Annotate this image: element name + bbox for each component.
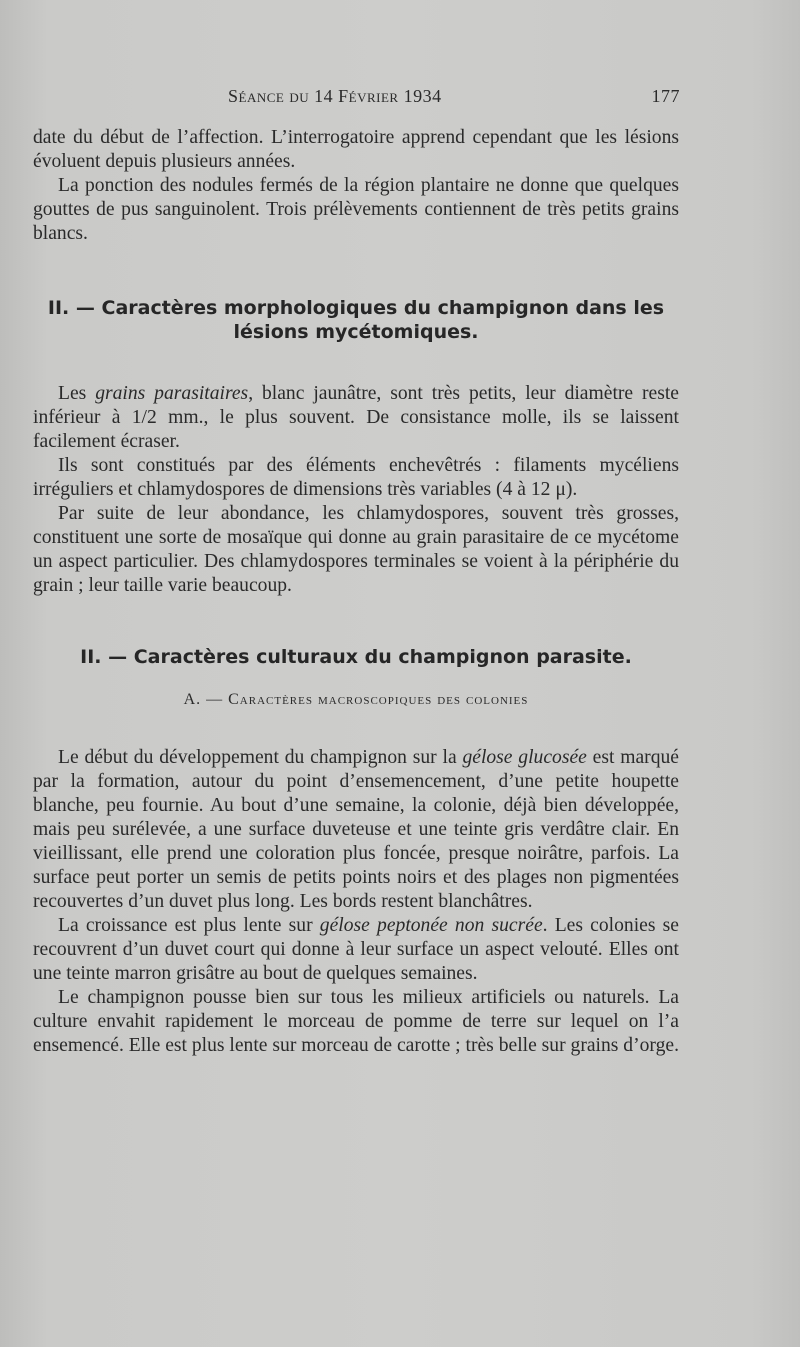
paragraph-chlamydospores: Par suite de leur abondance, les chlamydospores, souvent très grosses, constituent une sorte de mosaïque qui donne au grain parasitaire de ce mycétome un aspect particulier. Des chlamydospores terminales se voient à la périphérie du grain ; leur taille varie beaucoup. [33,503,679,596]
section-heading-cultures: II. — Caractères culturaux du champignon parasite. [80,646,632,668]
text-segment: La croissance est plus lente sur [58,915,320,936]
paragraph-intro-1: date du début de l’affection. L’interrogatoire apprend cependant que les lésions évoluent depuis plusieurs années. [33,127,679,172]
paragraph-peptone-agar [33,914,679,986]
paragraph-intro-2: La ponction des nodules fermés de la région plantaire ne donne que quelques gouttes de pus sanguinolent. Trois prélèvements contiennent de très petits grains blancs. [33,175,679,244]
text-segment: , blanc jaunâtre, sont très petits, leur diamètre reste inférieur à 1/2 mm., le plus souvent. De consistance molle, ils se laissent facilement écraser. [33,383,679,452]
section-heading-morphology: II. — Caractères morphologiques du champignon dans les lésions mycétomiques. [47,297,665,343]
paragraph-media: Le champignon pousse bien sur tous les milieux artificiels ou naturels. La culture envahit rapidement le morceau de pomme de terre sur lequel on l’a ensemencé. Elle est plus lente sur morceau de carotte ; très belle sur grains d’orge. [33,987,679,1056]
paragraph-glucose-agar [33,746,679,914]
page-number: 177 [651,86,680,106]
running-header [228,86,680,112]
subsection-heading-macroscopic: A. — Caractères macroscopiques des colonies [183,691,529,708]
italic-term: grains parasitaires [95,383,249,404]
text-segment: est marqué par la formation, autour du point d’ensemencement, d’une petite houpette blanche, peu fournie. Au bout d’une semaine, la colonie, déjà bien développée, mais peu surélevée, a une surface duveteuse et une teinte gris verdâtre clair. En vieillissant, elle prend une coloration plus foncée, presque noirâtre, parfois. La surface peut porter un semis de petits points noirs et des plages non pigmentées recouvertes d’un duvet plus long. Les bords restent blanchâtres. [33,747,679,912]
page-body [33,126,679,1058]
text-segment: Le début du développement du champignon sur la [58,747,463,768]
text-segment: Les [58,383,96,404]
running-title: Séance du 14 Février 1934 [228,86,442,106]
italic-term: gélose peptonée non sucrée [319,915,543,936]
paragraph-elements: Ils sont constitués par des éléments enchevêtrés : filaments mycéliens irréguliers et chlamydospores de dimensions très variables (4 à 12 μ). [33,455,679,500]
italic-term: gélose glucosée [462,747,587,768]
paragraph-grains [33,382,679,454]
text-segment: . Les colonies se recouvrent d’un duvet court qui donne à leur surface un aspect velouté. Elles ont une teinte marron grisâtre au bout de quelques semaines. [33,915,679,984]
